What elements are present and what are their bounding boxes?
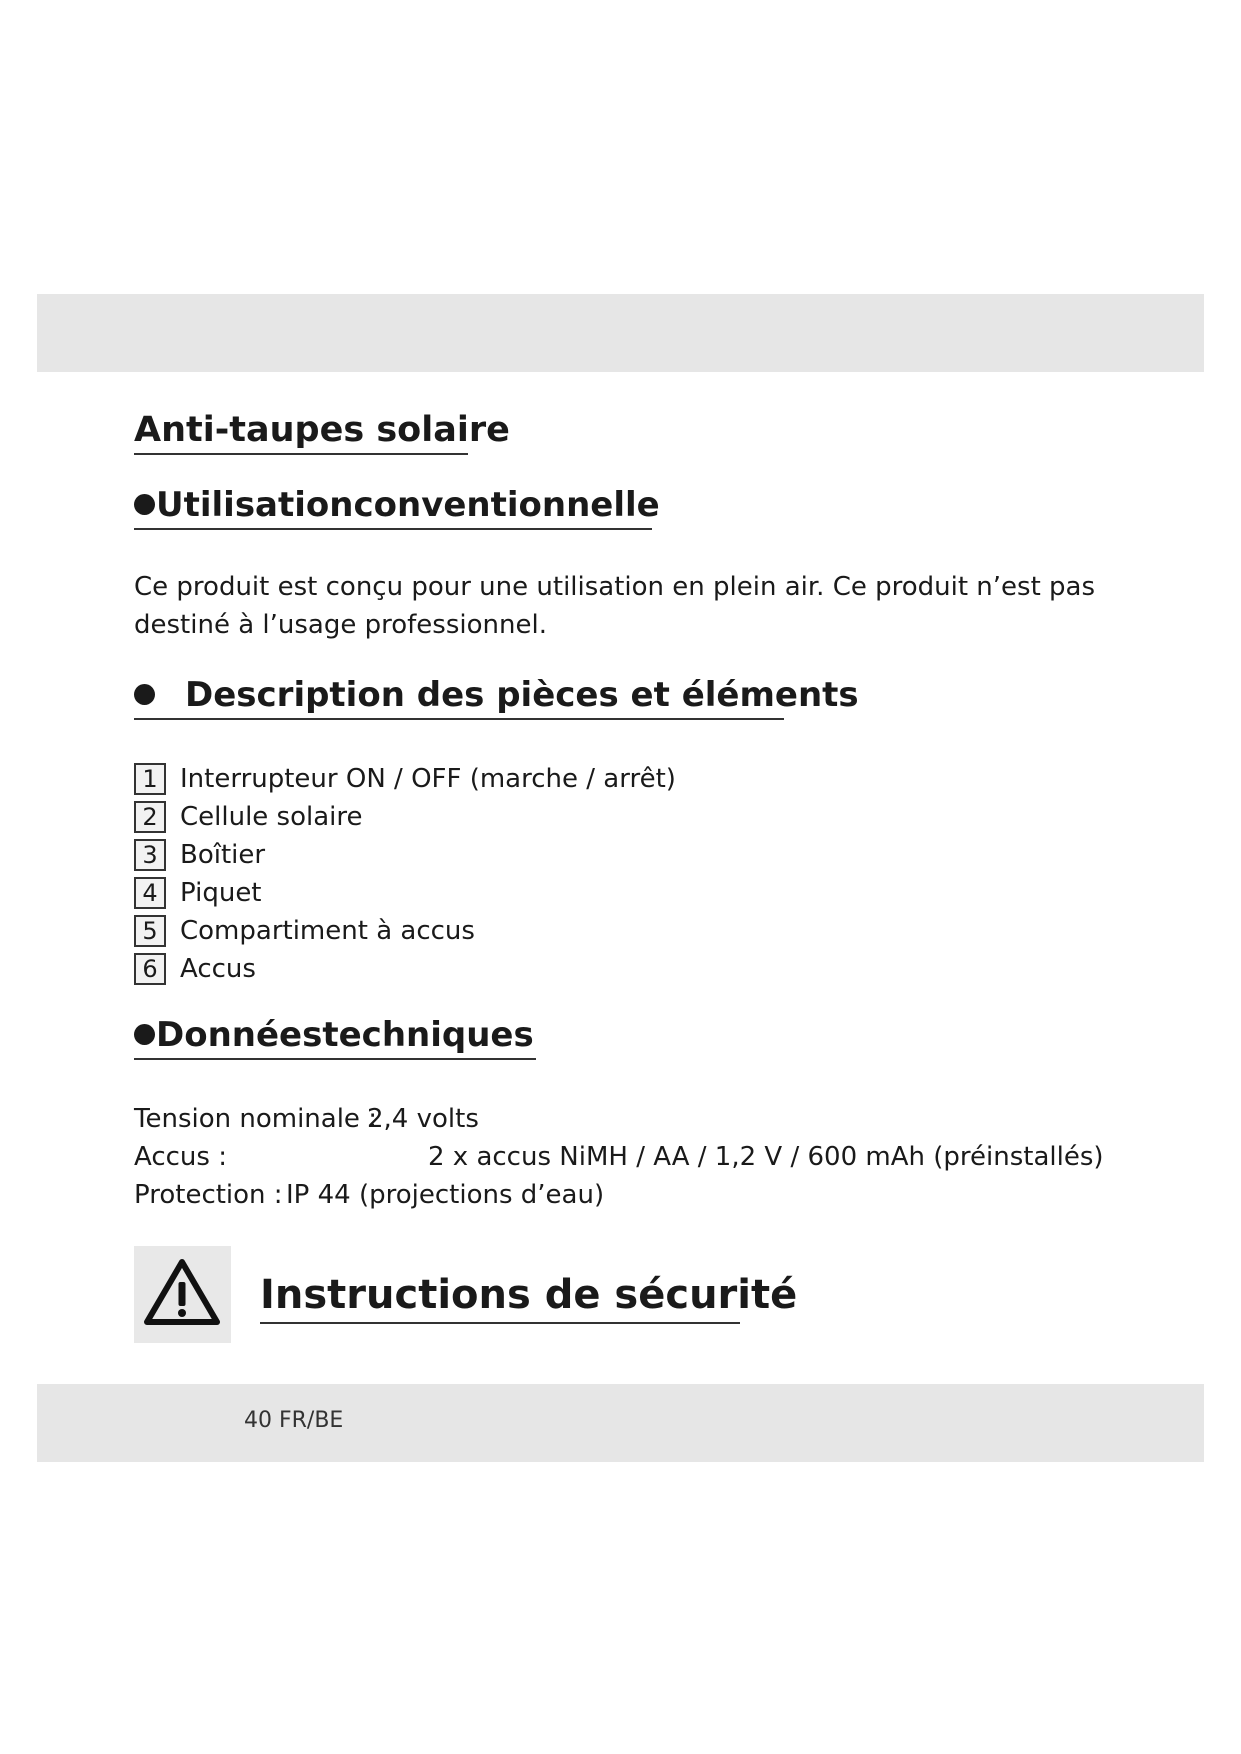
list-item <box>134 874 676 912</box>
list-item <box>134 798 676 836</box>
part-label: Piquet <box>180 878 262 908</box>
section-heading-parts-label: Description des pièces et éléments <box>185 675 859 715</box>
part-label: Interrupteur ON / OFF (marche / arrêt) <box>180 764 676 794</box>
part-number-box: 2 <box>134 801 166 833</box>
section-heading-safety: Instructions de sécurité <box>260 1272 740 1324</box>
warning-triangle-icon <box>142 1256 222 1330</box>
footer-band <box>37 1384 1204 1462</box>
list-item <box>134 950 676 988</box>
tech-row <box>134 1138 1134 1176</box>
use-paragraph: Ce produit est conçu pour une utilisation en plein air. Ce produit n’est pas destiné à l’usage professionnel. <box>134 572 1096 640</box>
tech-row <box>134 1176 1134 1214</box>
bullet-icon <box>134 1024 155 1045</box>
list-item <box>134 912 676 950</box>
part-number-box: 6 <box>134 953 166 985</box>
page-number: 40 FR/BE <box>244 1408 344 1433</box>
section-heading-parts <box>134 675 859 720</box>
warning-icon-box <box>134 1246 231 1343</box>
part-label: Boîtier <box>180 840 266 870</box>
header-band <box>37 294 1204 372</box>
tech-value: 2,4 volts <box>367 1104 479 1134</box>
bullet-icon <box>134 684 155 705</box>
tech-value: 2 x accus NiMH / AA / 1,2 V / 600 mAh (préinstallés) <box>428 1142 1104 1172</box>
part-number-box: 3 <box>134 839 166 871</box>
part-number-box: 1 <box>134 763 166 795</box>
part-number-box: 4 <box>134 877 166 909</box>
parts-list <box>134 760 676 988</box>
list-item <box>134 760 676 798</box>
part-number-box: 5 <box>134 915 166 947</box>
page-title: Anti-taupes solaire <box>134 410 468 455</box>
part-label: Compartiment à accus <box>180 916 475 946</box>
part-label: Accus <box>180 954 256 984</box>
section-heading-tech <box>134 1016 536 1060</box>
tech-key: Accus : <box>134 1142 227 1172</box>
tech-key: Tension nominale : <box>134 1104 377 1134</box>
section-heading-use <box>134 485 660 530</box>
tech-value: IP 44 (projections d’eau) <box>286 1180 605 1210</box>
tech-key: Protection : <box>134 1180 283 1210</box>
part-label: Cellule solaire <box>180 802 363 832</box>
section-heading-tech-label: Donnéestechniques <box>156 1015 534 1055</box>
bullet-icon <box>134 494 155 515</box>
section-heading-use-label: Utilisationconventionnelle <box>156 485 660 525</box>
list-item <box>134 836 676 874</box>
tech-data <box>134 1100 1134 1214</box>
tech-row <box>134 1100 1134 1138</box>
